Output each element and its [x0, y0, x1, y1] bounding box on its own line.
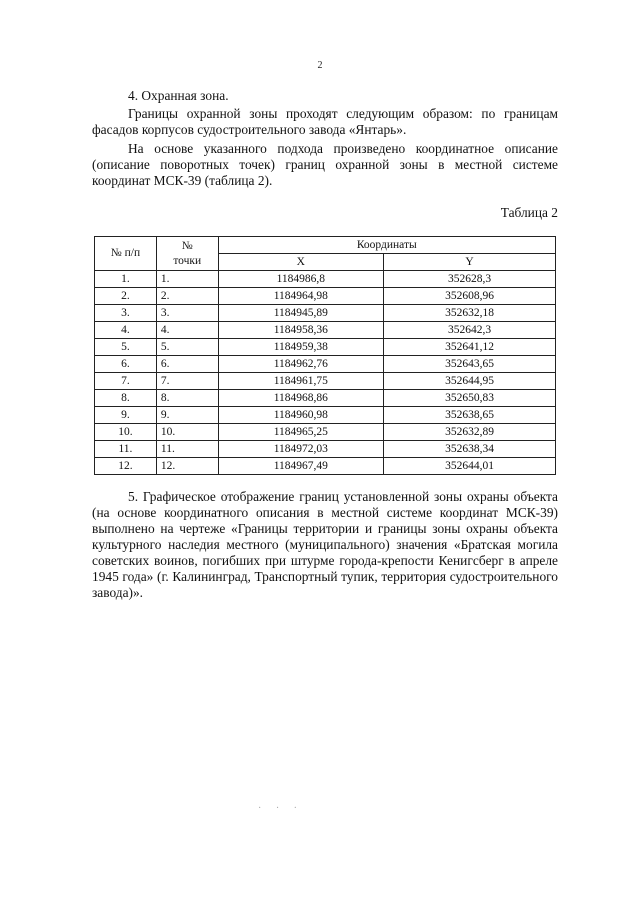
cell-point-number: 6.	[156, 356, 218, 373]
cell-row-number: 10.	[95, 424, 157, 441]
header-point-number-line1: №	[181, 239, 193, 252]
cell-row-number: 6.	[95, 356, 157, 373]
table-row	[95, 322, 556, 339]
cell-row-number: 8.	[95, 390, 157, 407]
cell-row-number: 11.	[95, 441, 157, 458]
table-row	[95, 458, 556, 475]
header-x: X	[218, 254, 383, 271]
cell-y: 352608,96	[384, 288, 556, 305]
cell-point-number: 4.	[156, 322, 218, 339]
cell-point-number: 12.	[156, 458, 218, 475]
cell-x: 1184968,86	[218, 390, 383, 407]
basis-paragraph: На основе указанного подхода произведено координатное описание (описание поворотных точек) границ охранной зоны в местной системе координат МСК-39 (таблица 2).	[92, 141, 558, 188]
cell-point-number: 11.	[156, 441, 218, 458]
cell-y: 352638,65	[384, 407, 556, 424]
cell-x: 1184986,8	[218, 271, 383, 288]
cell-y: 352644,01	[384, 458, 556, 475]
cell-row-number: 12.	[95, 458, 157, 475]
cell-x: 1184964,98	[218, 288, 383, 305]
cell-y: 352632,18	[384, 305, 556, 322]
cell-point-number: 3.	[156, 305, 218, 322]
header-point-number-line2: точки	[173, 254, 202, 267]
cell-point-number: 9.	[156, 407, 218, 424]
cell-point-number: 10.	[156, 424, 218, 441]
cell-y: 352632,89	[384, 424, 556, 441]
cell-y: 352650,83	[384, 390, 556, 407]
table-row	[95, 339, 556, 356]
cell-x: 1184959,38	[218, 339, 383, 356]
header-point-number	[156, 237, 218, 271]
cell-y: 352644,95	[384, 373, 556, 390]
cell-x: 1184961,75	[218, 373, 383, 390]
cell-x: 1184962,76	[218, 356, 383, 373]
table-row	[95, 390, 556, 407]
cell-row-number: 3.	[95, 305, 157, 322]
cell-y: 352642,3	[384, 322, 556, 339]
table-row	[95, 441, 556, 458]
cell-x: 1184972,03	[218, 441, 383, 458]
cell-point-number: 5.	[156, 339, 218, 356]
header-row-number: № п/п	[95, 237, 157, 271]
table-row	[95, 305, 556, 322]
table-caption: Таблица 2	[500, 205, 558, 220]
cell-point-number: 7.	[156, 373, 218, 390]
boundary-paragraph: Границы охранной зоны проходят следующим образом: по границам фасадов корпусов судостроительного завода «Янтарь».	[92, 106, 558, 137]
table-row	[95, 356, 556, 373]
graphic-paragraph: 5. Графическое отображение границ установленной зоны охраны объекта (на основе координатного описания в местной системе координат МСК-39) выполнено на чертеже «Границы территории и границы зоны охраны объекта культурного наследия местного (муниципального) значения «Братская могила советских воинов, погибших при штурме города-крепости Кенигсберг в апреле 1945 года» (г. Калининград, Транспортный тупик, территория судостроительного завода)».	[92, 489, 558, 600]
cell-row-number: 5.	[95, 339, 157, 356]
cell-row-number: 4.	[95, 322, 157, 339]
cell-row-number: 2.	[95, 288, 157, 305]
cell-y: 352641,12	[384, 339, 556, 356]
cell-point-number: 2.	[156, 288, 218, 305]
header-y: Y	[384, 254, 556, 271]
coordinates-table	[94, 236, 556, 475]
cell-x: 1184965,25	[218, 424, 383, 441]
cell-x: 1184960,98	[218, 407, 383, 424]
cell-point-number: 1.	[156, 271, 218, 288]
cell-row-number: 9.	[95, 407, 157, 424]
page-number: 2	[317, 60, 323, 71]
cell-y: 352628,3	[384, 271, 556, 288]
table-row	[95, 288, 556, 305]
section-heading: 4. Охранная зона.	[128, 88, 229, 103]
cell-point-number: 8.	[156, 390, 218, 407]
cell-y: 352643,65	[384, 356, 556, 373]
cell-x: 1184958,36	[218, 322, 383, 339]
header-coordinates: Координаты	[218, 237, 555, 254]
table-row	[95, 373, 556, 390]
table-row	[95, 271, 556, 288]
scan-specks-decoration: · · ·	[258, 803, 303, 814]
cell-x: 1184967,49	[218, 458, 383, 475]
cell-y: 352638,34	[384, 441, 556, 458]
table-row	[95, 424, 556, 441]
cell-row-number: 7.	[95, 373, 157, 390]
cell-row-number: 1.	[95, 271, 157, 288]
cell-x: 1184945,89	[218, 305, 383, 322]
table-row	[95, 407, 556, 424]
